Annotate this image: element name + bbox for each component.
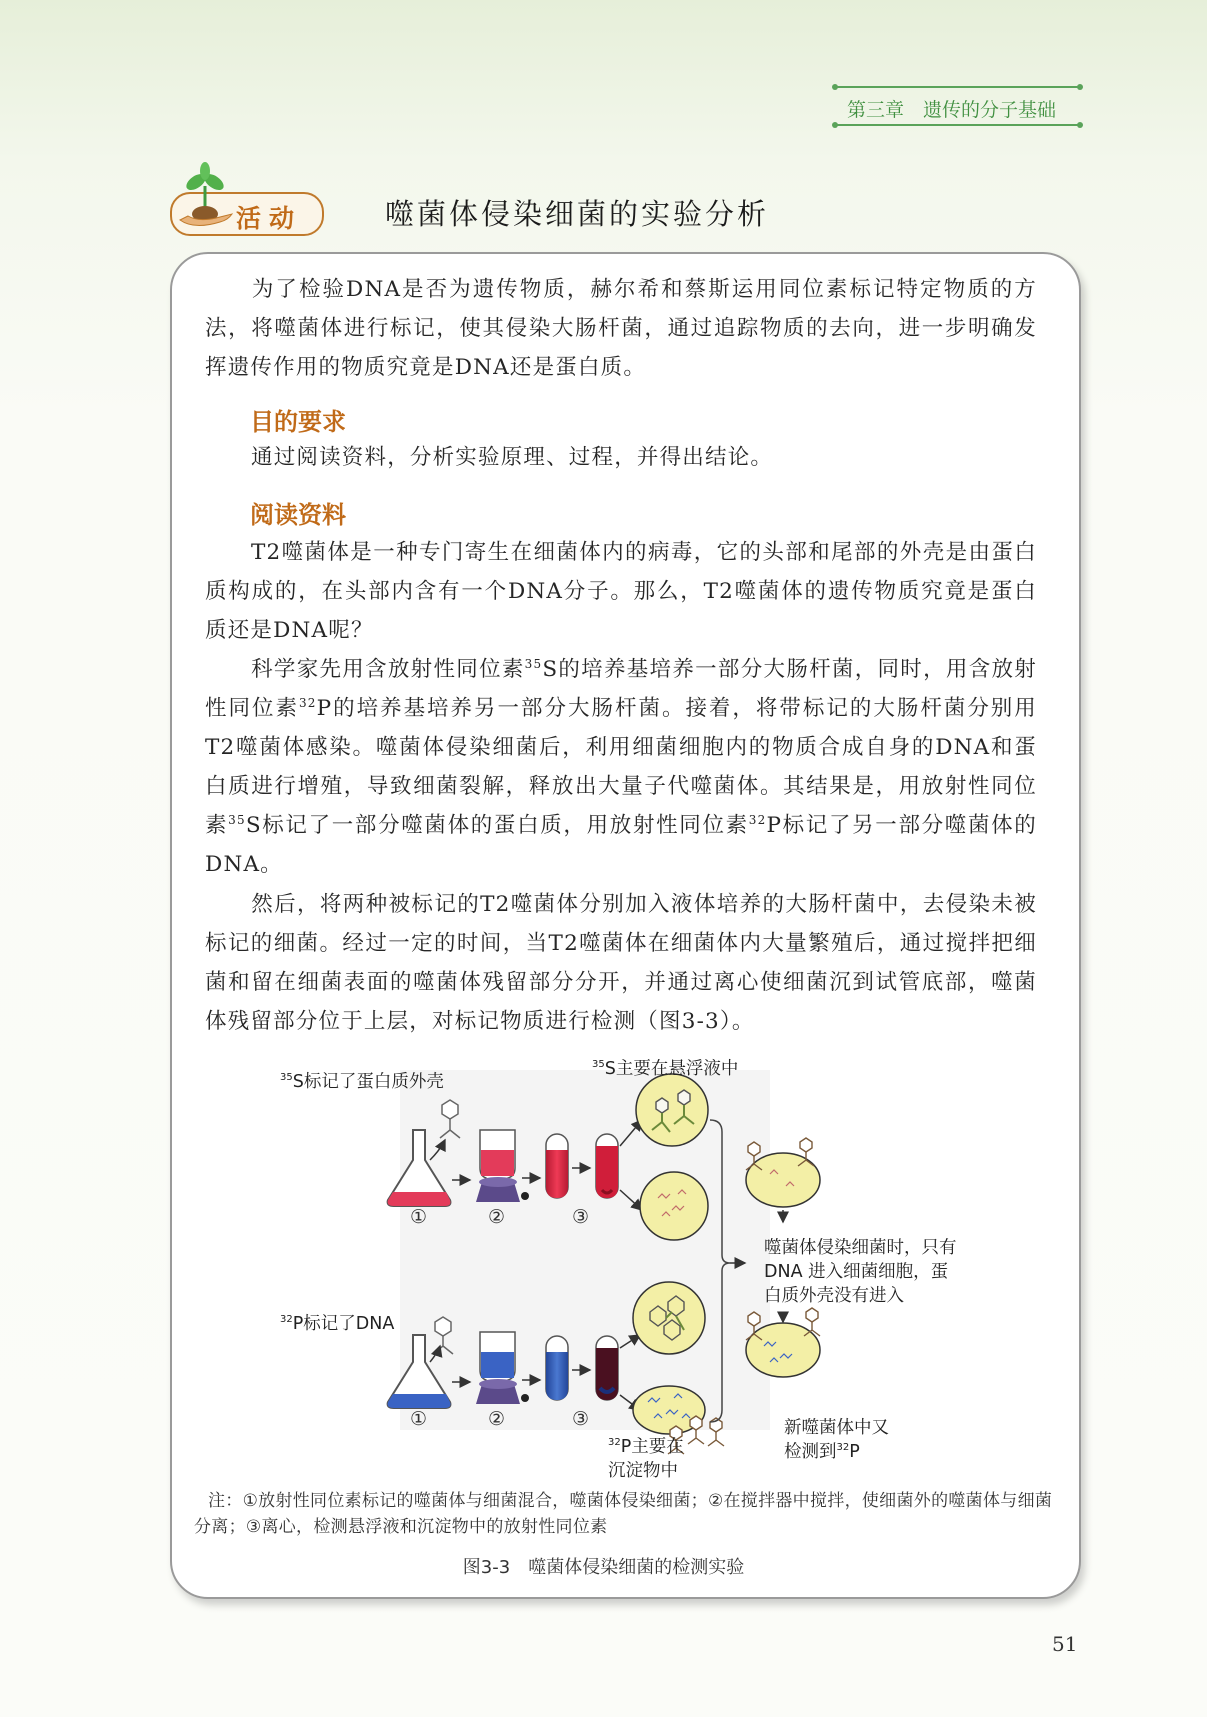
phosphorus-result-line2: 沉淀物中 bbox=[608, 1461, 678, 1481]
reading-paragraph-1 bbox=[205, 533, 1037, 650]
step-3-bottom: ③ bbox=[572, 1408, 590, 1430]
phosphorus-result-line1: P主要在 bbox=[620, 1437, 684, 1457]
conclusion-line1: 噬菌体侵染细菌时，只有 bbox=[764, 1238, 957, 1258]
p2-part-b: S的培养基培养一部分大肠杆菌，同时，用含放射性同位素 bbox=[205, 657, 1037, 721]
phosphorus-result-label bbox=[608, 1435, 684, 1483]
new-phage-sup: 32 bbox=[836, 1442, 850, 1453]
figure-note bbox=[194, 1488, 1054, 1540]
step-2-top: ② bbox=[488, 1206, 506, 1228]
activity-title: 噬菌体侵染细菌的实验分析 bbox=[385, 197, 770, 231]
sulfur-result-sup: 35 bbox=[592, 1059, 605, 1070]
activity-badge-label: 活动 bbox=[236, 204, 303, 233]
step-1-bottom: ① bbox=[410, 1408, 428, 1430]
reading-text-1: T2噬菌体是一种专门寄生在细菌体内的病毒，它的头部和尾部的外壳是由蛋白质构成的，在头部内含有一个DNA分子。那么，T2噬菌体的遗传物质究竟是蛋白质还是DNA呢？ bbox=[205, 540, 1037, 643]
intro-text: 为了检验DNA是否为遗传物质，赫尔希和蔡斯运用同位素标记特定物质的方法，将噬菌体进行标记，使其侵染大肠杆菌，通过追踪物质的去向，进一步明确发挥遗传作用的物质究竟是DNA还是蛋白质。 bbox=[205, 277, 1037, 380]
sulfur-label bbox=[280, 1070, 444, 1094]
reading-paragraph-2 bbox=[205, 650, 1037, 884]
sup-32p-2: 32 bbox=[748, 813, 767, 827]
sulfur-label-sup: 35 bbox=[280, 1072, 293, 1083]
conclusion-text bbox=[764, 1236, 957, 1308]
phosphorus-label bbox=[280, 1312, 394, 1336]
phosphorus-label-sup: 32 bbox=[280, 1314, 293, 1325]
sulfur-label-text: S标记了蛋白质外壳 bbox=[292, 1072, 444, 1092]
reading-text-3: 然后，将两种被标记的T2噬菌体分别加入液体培养的大肠杆菌中，去侵染未被标记的细菌。经过一定的时间，当T2噬菌体在细菌体内大量繁殖后，通过搅拌把细菌和留在细菌表面的噬菌体残留部分分开，并通过离心使细菌沉到试管底部，噬菌体残留部分位于上层，对标记物质进行检测（图3-3）。 bbox=[205, 892, 1037, 1034]
sulfur-result-text: S主要在悬浮液中 bbox=[604, 1059, 739, 1079]
new-phage-line1: 新噬菌体中又 bbox=[784, 1418, 889, 1438]
conclusion-line3: 白质外壳没有进入 bbox=[764, 1286, 904, 1306]
new-phage-label bbox=[784, 1416, 889, 1464]
chapter-header bbox=[835, 86, 1080, 126]
header-rule-top bbox=[835, 86, 1080, 88]
step-3-top: ③ bbox=[572, 1206, 590, 1228]
figure-caption: 图3-3 噬菌体侵染细菌的检测实验 bbox=[462, 1557, 745, 1578]
new-phage-line2-end: P bbox=[849, 1442, 860, 1462]
sulfur-result-label bbox=[592, 1057, 738, 1081]
p2-part-c: P的培养基培养另一部分大肠杆菌。接着，将带标记的大肠杆菌分别用T2噬菌体感染。噬菌体侵染细菌后，利用细菌细胞内的物质合成自身的DNA和蛋白质进行增殖，导致细菌裂解，释放出大量子代噬菌体。其结果是，用放射性同位素 bbox=[205, 696, 1037, 838]
p2-part-d: S标记了一部分噬菌体的蛋白质，用放射性同位素 bbox=[245, 813, 749, 838]
goal-heading: 目的要求 bbox=[250, 408, 346, 436]
sup-35s-2: 35 bbox=[228, 813, 246, 827]
sprout-hand-icon bbox=[176, 158, 236, 238]
p2-part-a: 科学家先用含放射性同位素 bbox=[251, 657, 525, 682]
phosphorus-label-text: P标记了DNA bbox=[292, 1314, 395, 1334]
figure-3-3 bbox=[270, 1050, 1050, 1481]
sup-35s: 35 bbox=[524, 657, 543, 671]
page-number: 51 bbox=[1052, 1632, 1078, 1656]
step-2-bottom: ② bbox=[488, 1408, 506, 1430]
reading-heading: 阅读资料 bbox=[250, 501, 346, 529]
figure-note-text: 注：①放射性同位素标记的噬菌体与细菌混合，噬菌体侵染细菌；②在搅拌器中搅拌，使细菌外的噬菌体与细菌分离；③离心，检测悬浮液和沉淀物中的放射性同位素 bbox=[194, 1491, 1053, 1537]
p2-part-e: P标记了另一部分噬菌体的DNA。 bbox=[205, 813, 1037, 877]
conclusion-line2: DNA 进入细菌细胞，蛋 bbox=[764, 1262, 949, 1282]
goal-text: 通过阅读资料，分析实验原理、过程，并得出结论。 bbox=[251, 445, 774, 470]
reading-paragraph-3 bbox=[205, 885, 1037, 1041]
sup-32p: 32 bbox=[298, 696, 317, 710]
new-phage-line2: 检测到 bbox=[784, 1442, 837, 1462]
step-1-top: ① bbox=[410, 1206, 428, 1228]
header-rule-bottom bbox=[835, 124, 1080, 126]
intro-paragraph bbox=[205, 270, 1037, 387]
chapter-title: 第三章 遗传的分子基础 bbox=[847, 99, 1057, 121]
goal-paragraph bbox=[205, 438, 1037, 477]
phosphorus-result-sup: 32 bbox=[608, 1437, 621, 1448]
